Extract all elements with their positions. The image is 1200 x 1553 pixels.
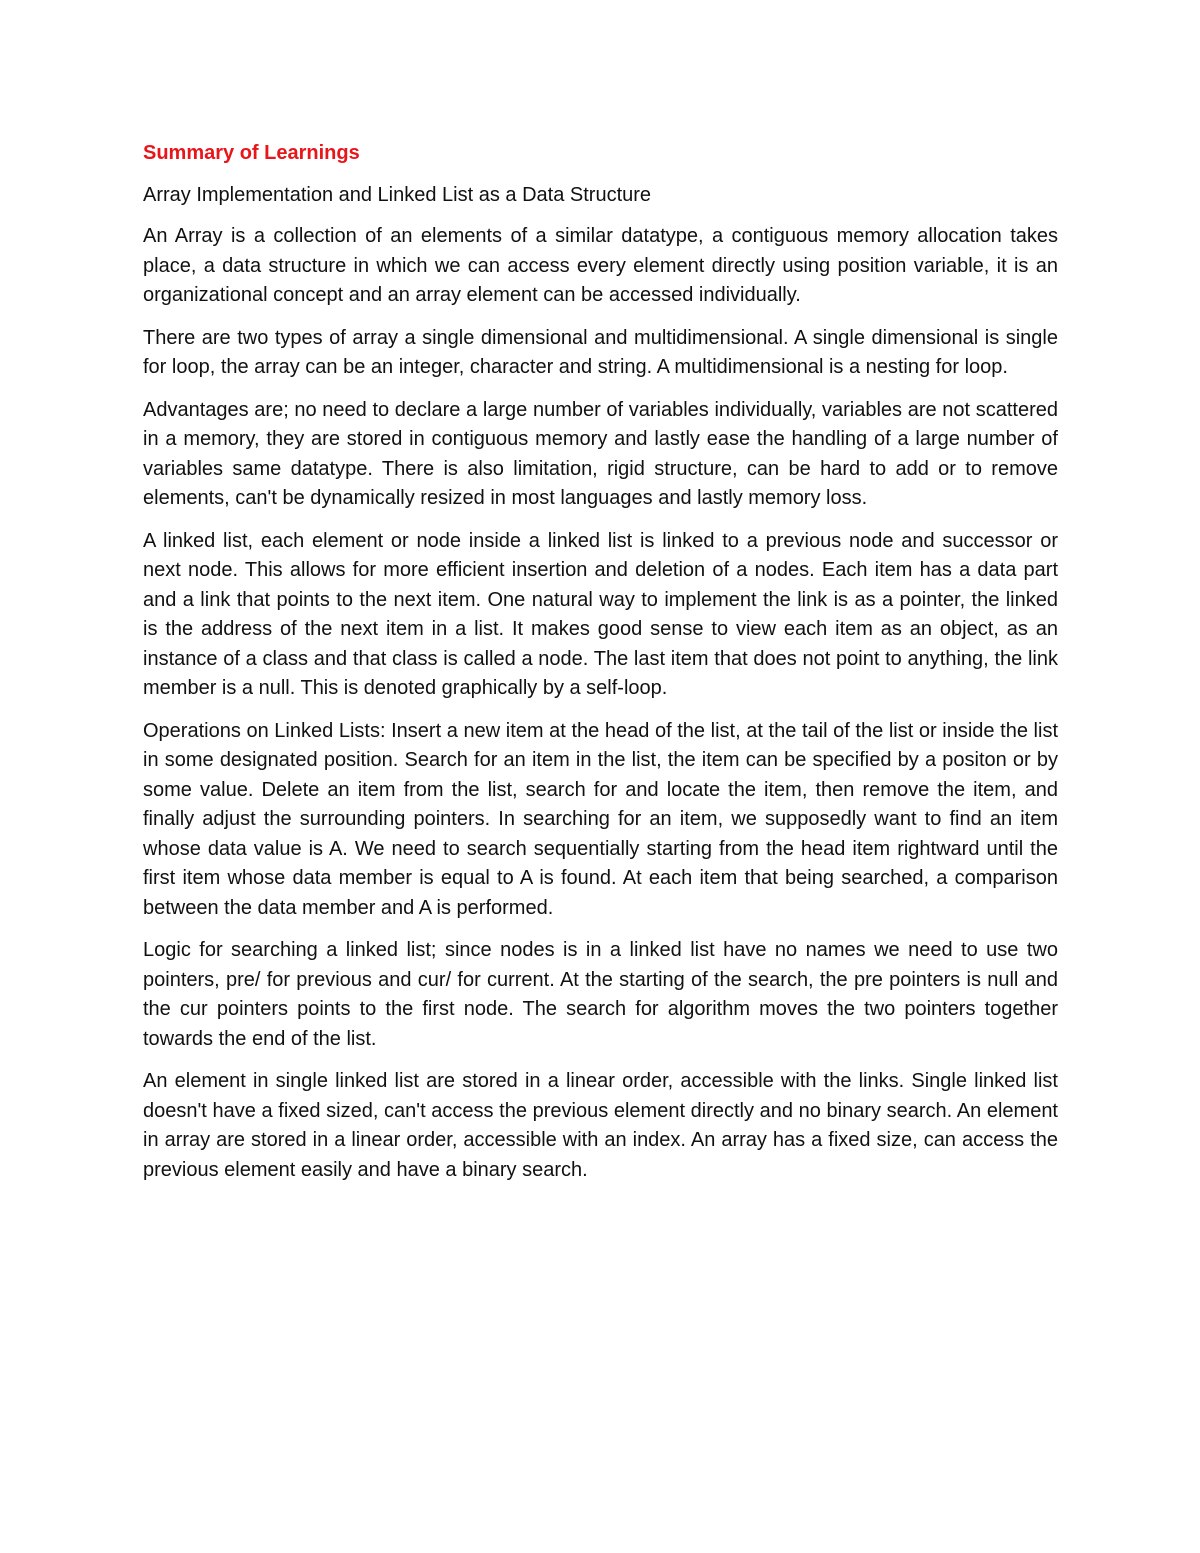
paragraph-comparison: An element in single linked list are stored in a linear order, accessible with the links. Single linked list doesn't have a fixed sized, can't access the previous element directly and no binary search. An element in array are stored in a linear order, accessible with an index. An array has a fixed size, can access the previous element easily and have a binary search. <box>143 1070 1058 1181</box>
paragraph-array-definition: An Array is a collection of an elements of a similar datatype, a contiguous memory allocation takes place, a data structure in which we can access every element directly using position variable, it is an organizational concept and an array element can be accessed individually. <box>143 225 1058 306</box>
document-page <box>143 138 1058 1198</box>
paragraph-advantages: Advantages are; no need to declare a large number of variables individually, variables are not scattered in a memory, they are stored in contiguous memory and lastly ease the handling of a large number of variables same datatype. There is also limitation, rigid structure, can be hard to add or to remove elements, can't be dynamically resized in most languages and lastly memory loss. <box>143 398 1058 509</box>
paragraph-array-types: There are two types of array a single dimensional and multidimensional. A single dimensional is single for loop, the array can be an integer, character and string. A multidimensional is a nesting for loop. <box>143 326 1058 378</box>
document-subtitle: Array Implementation and Linked List as a Data Structure <box>143 184 652 206</box>
paragraph-search-logic: Logic for searching a linked list; since nodes is in a linked list have no names we need to use two pointers, pre/ for previous and cur/ for current. At the starting of the search, the pre pointers is null and the cur pointers points to the first node. The search for algorithm moves the two pointers together towards the end of the list. <box>143 939 1058 1050</box>
paragraph-operations: Operations on Linked Lists: Insert a new item at the head of the list, at the tail of the list or inside the list in some designated position. Search for an item in the list, the item can be specified by a positon or by some value. Delete an item from the list, search for and locate the item, then remove the item, and finally adjust the surrounding pointers. In searching for an item, we supposedly want to find an item whose data value is A. We need to search sequentially starting from the head item rightward until the first item whose data member is equal to A is found. At each item that being searched, a comparison between the data member and A is performed. <box>143 719 1058 919</box>
document-heading: Summary of Learnings <box>143 142 360 164</box>
paragraph-linked-list: A linked list, each element or node inside a linked list is linked to a previous node and successor or next node. This allows for more efficient insertion and deletion of a nodes. Each item has a data part and a link that points to the next item. One natural way to implement the link is as a pointer, the linked is the address of the next item in a list. It makes good sense to view each item as an object, as an instance of a class and that class is called a node. The last item that does not point to anything, the link member is a null. This is denoted graphically by a self-loop. <box>143 529 1058 699</box>
